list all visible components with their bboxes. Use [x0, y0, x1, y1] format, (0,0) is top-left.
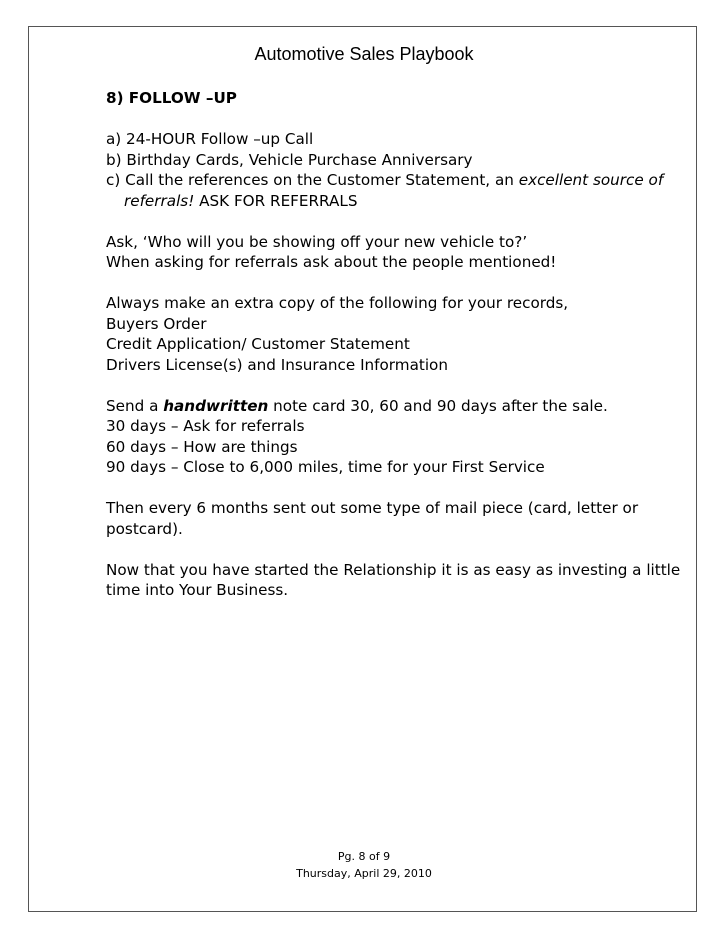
mail-paragraph-line: Then every 6 months sent out some type of mail piece (card, letter or [106, 499, 639, 517]
list-item-c-continued [106, 191, 676, 212]
note-card-emphasis: handwritten [163, 396, 269, 415]
schedule-item: 90 days – Close to 6,000 miles, time for your First Service [106, 458, 545, 476]
note-card-prefix: Send a [106, 396, 164, 415]
list-item-c [106, 170, 676, 191]
document-title: Automotive Sales Playbook [254, 44, 474, 64]
ask-instruction: When asking for referrals ask about the people mentioned! [106, 253, 557, 271]
schedule-item: 30 days – Ask for referrals [106, 417, 305, 435]
closing-paragraph-line: time into Your Business. [106, 581, 289, 599]
copies-intro: Always make an extra copy of the following for your records, [106, 294, 569, 312]
list-item-c-emphasis-2: referrals! [124, 191, 195, 210]
list-item-c-text: c) Call the references on the Customer Statement, an [106, 171, 519, 189]
ask-question: Ask, ‘Who will you be showing off your new vehicle to?’ [106, 232, 528, 251]
mail-paragraph-line: postcard). [106, 519, 183, 538]
copies-list-item: Buyers Order [106, 314, 207, 333]
document-body [106, 88, 681, 601]
note-card-instruction [106, 396, 676, 417]
footer-date: Thursday, April 29, 2010 [296, 867, 432, 880]
copies-list-item: Drivers License(s) and Insurance Information [106, 355, 448, 374]
list-item-a: a) 24-HOUR Follow –up Call [106, 130, 314, 148]
page-footer [0, 848, 728, 882]
list-item-b: b) Birthday Cards, Vehicle Purchase Anniversary [106, 150, 473, 169]
closing-paragraph-line: Now that you have started the Relationship it is as easy as investing a little [106, 560, 681, 579]
list-item-c-suffix: ASK FOR REFERRALS [194, 191, 358, 210]
list-item-c-emphasis: excellent source of [518, 171, 664, 189]
section-heading: 8) FOLLOW –UP [106, 89, 237, 107]
copies-list-item: Credit Application/ Customer Statement [106, 335, 410, 353]
page-number: Pg. 8 of 9 [337, 850, 391, 863]
schedule-item: 60 days – How are things [106, 437, 298, 456]
note-card-suffix: note card 30, 60 and 90 days after the sale. [268, 396, 608, 415]
